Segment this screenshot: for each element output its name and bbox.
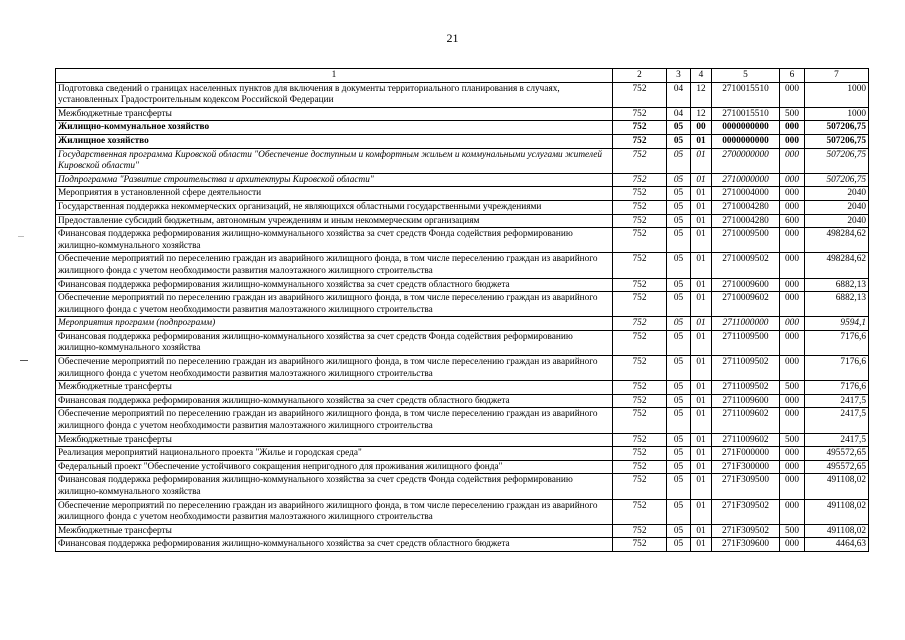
column-header: 1 [56,69,613,83]
target-article-cell: 2710000000 [712,173,780,187]
grbs-code-cell: 752 [613,107,667,121]
column-header: 7 [805,69,869,83]
target-article-cell: 2711009500 [712,330,780,355]
grbs-code-cell: 752 [613,460,667,474]
target-article-cell: 2710015510 [712,82,780,107]
section-code-cell: 05 [667,173,691,187]
section-code-cell: 05 [667,228,691,253]
subsection-code-cell: 01 [691,292,712,317]
section-code-cell: 05 [667,200,691,214]
row-name-cell: Финансовая поддержка реформирования жилищно-коммунального хозяйства за счет средств областного бюджета [56,278,613,292]
grbs-code-cell: 752 [613,278,667,292]
target-article-cell: 271F300000 [712,460,780,474]
expense-type-cell: 000 [780,460,805,474]
expense-type-cell: 000 [780,538,805,552]
row-name-cell: Подготовка сведений о границах населенных пунктов для включения в документы территориального планирования в случаях, установленных Градостроительным кодексом Российской Федерации [56,82,613,107]
subsection-code-cell: 01 [691,408,712,433]
column-header: 4 [691,69,712,83]
grbs-code-cell: 752 [613,148,667,173]
page-number: 21 [446,31,459,45]
amount-cell: 507206,75 [805,148,869,173]
table-row [56,330,869,355]
expense-type-cell: 600 [780,214,805,228]
subsection-code-cell: 01 [691,253,712,278]
table-row [56,214,869,228]
expense-type-cell: 000 [780,394,805,408]
subsection-code-cell: 01 [691,499,712,524]
subsection-code-cell: 01 [691,330,712,355]
section-code-cell: 04 [667,107,691,121]
section-code-cell: 05 [667,330,691,355]
grbs-code-cell: 752 [613,253,667,278]
subsection-code-cell: 01 [691,134,712,148]
row-name-cell: Финансовая поддержка реформирования жилищно-коммунального хозяйства за счет средств областного бюджета [56,394,613,408]
subsection-code-cell: 01 [691,317,712,331]
table-row [56,292,869,317]
section-code-cell: 05 [667,447,691,461]
target-article-cell: 2710009502 [712,253,780,278]
grbs-code-cell: 752 [613,499,667,524]
section-code-cell: 05 [667,148,691,173]
column-header: 3 [667,69,691,83]
subsection-code-cell: 01 [691,524,712,538]
section-code-cell: 05 [667,381,691,395]
grbs-code-cell: 752 [613,214,667,228]
amount-cell: 498284,62 [805,228,869,253]
target-article-cell: 2700000000 [712,148,780,173]
section-code-cell: 05 [667,317,691,331]
table-row [56,107,869,121]
section-code-cell: 05 [667,278,691,292]
expense-type-cell: 500 [780,381,805,395]
section-code-cell: 04 [667,82,691,107]
section-code-cell: 05 [667,121,691,135]
table-row [56,173,869,187]
amount-cell: 9594,1 [805,317,869,331]
grbs-code-cell: 752 [613,538,667,552]
amount-cell: 1000 [805,82,869,107]
grbs-code-cell: 752 [613,121,667,135]
table-row [56,460,869,474]
subsection-code-cell: 01 [691,173,712,187]
row-name-cell: Обеспечение мероприятий по переселению граждан из аварийного жилищного фонда, в том числе переселению граждан из аварийного жилищного фонда с учетом необходимости развития малоэтажного жилищного строительства [56,253,613,278]
table-row [56,187,869,201]
amount-cell: 2040 [805,214,869,228]
amount-cell: 2417,5 [805,394,869,408]
grbs-code-cell: 752 [613,524,667,538]
target-article-cell: 2711009602 [712,408,780,433]
table-row [56,121,869,135]
margin-mark [20,360,28,361]
grbs-code-cell: 752 [613,134,667,148]
column-header: 5 [712,69,780,83]
section-code-cell: 05 [667,356,691,381]
table-header-row [56,69,869,83]
amount-cell: 7176,6 [805,356,869,381]
amount-cell: 507206,75 [805,134,869,148]
expense-type-cell: 000 [780,148,805,173]
amount-cell: 498284,62 [805,253,869,278]
amount-cell: 6882,13 [805,278,869,292]
grbs-code-cell: 752 [613,447,667,461]
subsection-code-cell: 01 [691,356,712,381]
grbs-code-cell: 752 [613,408,667,433]
section-code-cell: 05 [667,214,691,228]
amount-cell: 491108,02 [805,499,869,524]
amount-cell: 2417,5 [805,408,869,433]
section-code-cell: 05 [667,134,691,148]
row-name-cell: Финансовая поддержка реформирования жилищно-коммунального хозяйства за счет средств Фонда содействия реформированию жилищно-коммунального хозяйства [56,228,613,253]
expense-type-cell: 000 [780,499,805,524]
table-row [56,381,869,395]
subsection-code-cell: 01 [691,394,712,408]
grbs-code-cell: 752 [613,433,667,447]
target-article-cell: 2711009502 [712,381,780,395]
expense-type-cell: 000 [780,447,805,461]
row-name-cell: Мероприятия программ (подпрограмм) [56,317,613,331]
amount-cell: 507206,75 [805,173,869,187]
table-row [56,148,869,173]
section-code-cell: 05 [667,433,691,447]
table-row [56,433,869,447]
row-name-cell: Финансовая поддержка реформирования жилищно-коммунального хозяйства за счет средств областного бюджета [56,538,613,552]
column-header: 2 [613,69,667,83]
row-name-cell: Государственная программа Кировской области "Обеспечение доступным и комфортным жильем и коммунальными услугами жителей Кировской области" [56,148,613,173]
target-article-cell: 271F309502 [712,524,780,538]
subsection-code-cell: 01 [691,214,712,228]
grbs-code-cell: 752 [613,82,667,107]
section-code-cell: 05 [667,524,691,538]
expense-type-cell: 000 [780,253,805,278]
table-row [56,228,869,253]
grbs-code-cell: 752 [613,356,667,381]
table-row [56,524,869,538]
grbs-code-cell: 752 [613,173,667,187]
section-code-cell: 05 [667,474,691,499]
table-row [56,394,869,408]
table-row [56,499,869,524]
budget-table [55,68,869,552]
target-article-cell: 2710015510 [712,107,780,121]
subsection-code-cell: 01 [691,187,712,201]
amount-cell: 491108,02 [805,474,869,499]
amount-cell: 1000 [805,107,869,121]
row-name-cell: Обеспечение мероприятий по переселению граждан из аварийного жилищного фонда, в том числе переселению граждан из аварийного жилищного фонда с учетом необходимости развития малоэтажного жилищного строительства [56,499,613,524]
section-code-cell: 05 [667,394,691,408]
amount-cell: 2417,5 [805,433,869,447]
amount-cell: 7176,6 [805,381,869,395]
expense-type-cell: 000 [780,187,805,201]
expense-type-cell: 000 [780,228,805,253]
column-header: 6 [780,69,805,83]
target-article-cell: 2711009600 [712,394,780,408]
subsection-code-cell: 01 [691,381,712,395]
target-article-cell: 2710009500 [712,228,780,253]
subsection-code-cell: 01 [691,460,712,474]
target-article-cell: 2710004280 [712,200,780,214]
expense-type-cell: 000 [780,330,805,355]
expense-type-cell: 000 [780,317,805,331]
grbs-code-cell: 752 [613,200,667,214]
row-name-cell: Государственная поддержка некоммерческих организаций, не являющихся областными государственными учреждениями [56,200,613,214]
table-row [56,317,869,331]
target-article-cell: 2711009602 [712,433,780,447]
target-article-cell: 0000000000 [712,134,780,148]
table-row [56,200,869,214]
margin-mark [18,236,24,237]
expense-type-cell: 000 [780,278,805,292]
subsection-code-cell: 01 [691,200,712,214]
table-row [56,447,869,461]
target-article-cell: 271F000000 [712,447,780,461]
table-row [56,134,869,148]
table-row [56,253,869,278]
section-code-cell: 05 [667,187,691,201]
subsection-code-cell: 01 [691,148,712,173]
row-name-cell: Мероприятия в установленной сфере деятельности [56,187,613,201]
expense-type-cell: 000 [780,200,805,214]
row-name-cell: Федеральный проект "Обеспечение устойчивого сокращения непригодного для проживания жилищного фонда" [56,460,613,474]
row-name-cell: Межбюджетные трансферты [56,524,613,538]
target-article-cell: 2710009602 [712,292,780,317]
expense-type-cell: 000 [780,121,805,135]
table-row [56,538,869,552]
row-name-cell: Обеспечение мероприятий по переселению граждан из аварийного жилищного фонда, в том числе переселению граждан из аварийного жилищного фонда с учетом необходимости развития малоэтажного жилищного строительства [56,292,613,317]
grbs-code-cell: 752 [613,330,667,355]
subsection-code-cell: 01 [691,278,712,292]
amount-cell: 495572,65 [805,460,869,474]
expense-type-cell: 500 [780,524,805,538]
amount-cell: 507206,75 [805,121,869,135]
subsection-code-cell: 12 [691,82,712,107]
expense-type-cell: 500 [780,433,805,447]
target-article-cell: 271F309502 [712,499,780,524]
expense-type-cell: 000 [780,292,805,317]
target-article-cell: 2711000000 [712,317,780,331]
target-article-cell: 2710004000 [712,187,780,201]
row-name-cell: Подпрограмма "Развитие строительства и архитектуры Кировской области" [56,173,613,187]
amount-cell: 2040 [805,200,869,214]
expense-type-cell: 000 [780,173,805,187]
subsection-code-cell: 01 [691,447,712,461]
amount-cell: 491108,02 [805,524,869,538]
expense-type-cell: 000 [780,408,805,433]
section-code-cell: 05 [667,460,691,474]
row-name-cell: Обеспечение мероприятий по переселению граждан из аварийного жилищного фонда, в том числе переселению граждан из аварийного жилищного фонда с учетом необходимости развития малоэтажного жилищного строительства [56,356,613,381]
subsection-code-cell: 00 [691,121,712,135]
section-code-cell: 05 [667,538,691,552]
section-code-cell: 05 [667,253,691,278]
grbs-code-cell: 752 [613,381,667,395]
grbs-code-cell: 752 [613,292,667,317]
target-article-cell: 2711009502 [712,356,780,381]
section-code-cell: 05 [667,408,691,433]
target-article-cell: 2710004280 [712,214,780,228]
subsection-code-cell: 01 [691,538,712,552]
grbs-code-cell: 752 [613,228,667,253]
row-name-cell: Жилищное хозяйство [56,134,613,148]
expense-type-cell: 500 [780,107,805,121]
subsection-code-cell: 12 [691,107,712,121]
amount-cell: 6882,13 [805,292,869,317]
row-name-cell: Предоставление субсидий бюджетным, автономным учреждениям и иным некоммерческим организациям [56,214,613,228]
row-name-cell: Реализация мероприятий национального проекта "Жилье и городская среда" [56,447,613,461]
table-row [56,356,869,381]
table-row [56,474,869,499]
row-name-cell: Межбюджетные трансферты [56,433,613,447]
table-row [56,82,869,107]
target-article-cell: 0000000000 [712,121,780,135]
row-name-cell: Межбюджетные трансферты [56,107,613,121]
row-name-cell: Финансовая поддержка реформирования жилищно-коммунального хозяйства за счет средств Фонда содействия реформированию жилищно-коммунального хозяйства [56,330,613,355]
grbs-code-cell: 752 [613,187,667,201]
expense-type-cell: 000 [780,474,805,499]
row-name-cell: Жилищно-коммунальное хозяйство [56,121,613,135]
target-article-cell: 2710009600 [712,278,780,292]
subsection-code-cell: 01 [691,433,712,447]
subsection-code-cell: 01 [691,228,712,253]
amount-cell: 2040 [805,187,869,201]
grbs-code-cell: 752 [613,317,667,331]
expense-type-cell: 000 [780,356,805,381]
table-row [56,408,869,433]
row-name-cell: Межбюджетные трансферты [56,381,613,395]
table-row [56,278,869,292]
expense-type-cell: 000 [780,134,805,148]
row-name-cell: Обеспечение мероприятий по переселению граждан из аварийного жилищного фонда, в том числе переселению граждан из аварийного жилищного фонда с учетом необходимости развития малоэтажного жилищного строительства [56,408,613,433]
target-article-cell: 271F309500 [712,474,780,499]
amount-cell: 4464,63 [805,538,869,552]
amount-cell: 7176,6 [805,330,869,355]
subsection-code-cell: 01 [691,474,712,499]
target-article-cell: 271F309600 [712,538,780,552]
section-code-cell: 05 [667,292,691,317]
row-name-cell: Финансовая поддержка реформирования жилищно-коммунального хозяйства за счет средств Фонда содействия реформированию жилищно-коммунального хозяйства [56,474,613,499]
expense-type-cell: 000 [780,82,805,107]
amount-cell: 495572,65 [805,447,869,461]
section-code-cell: 05 [667,499,691,524]
grbs-code-cell: 752 [613,394,667,408]
grbs-code-cell: 752 [613,474,667,499]
